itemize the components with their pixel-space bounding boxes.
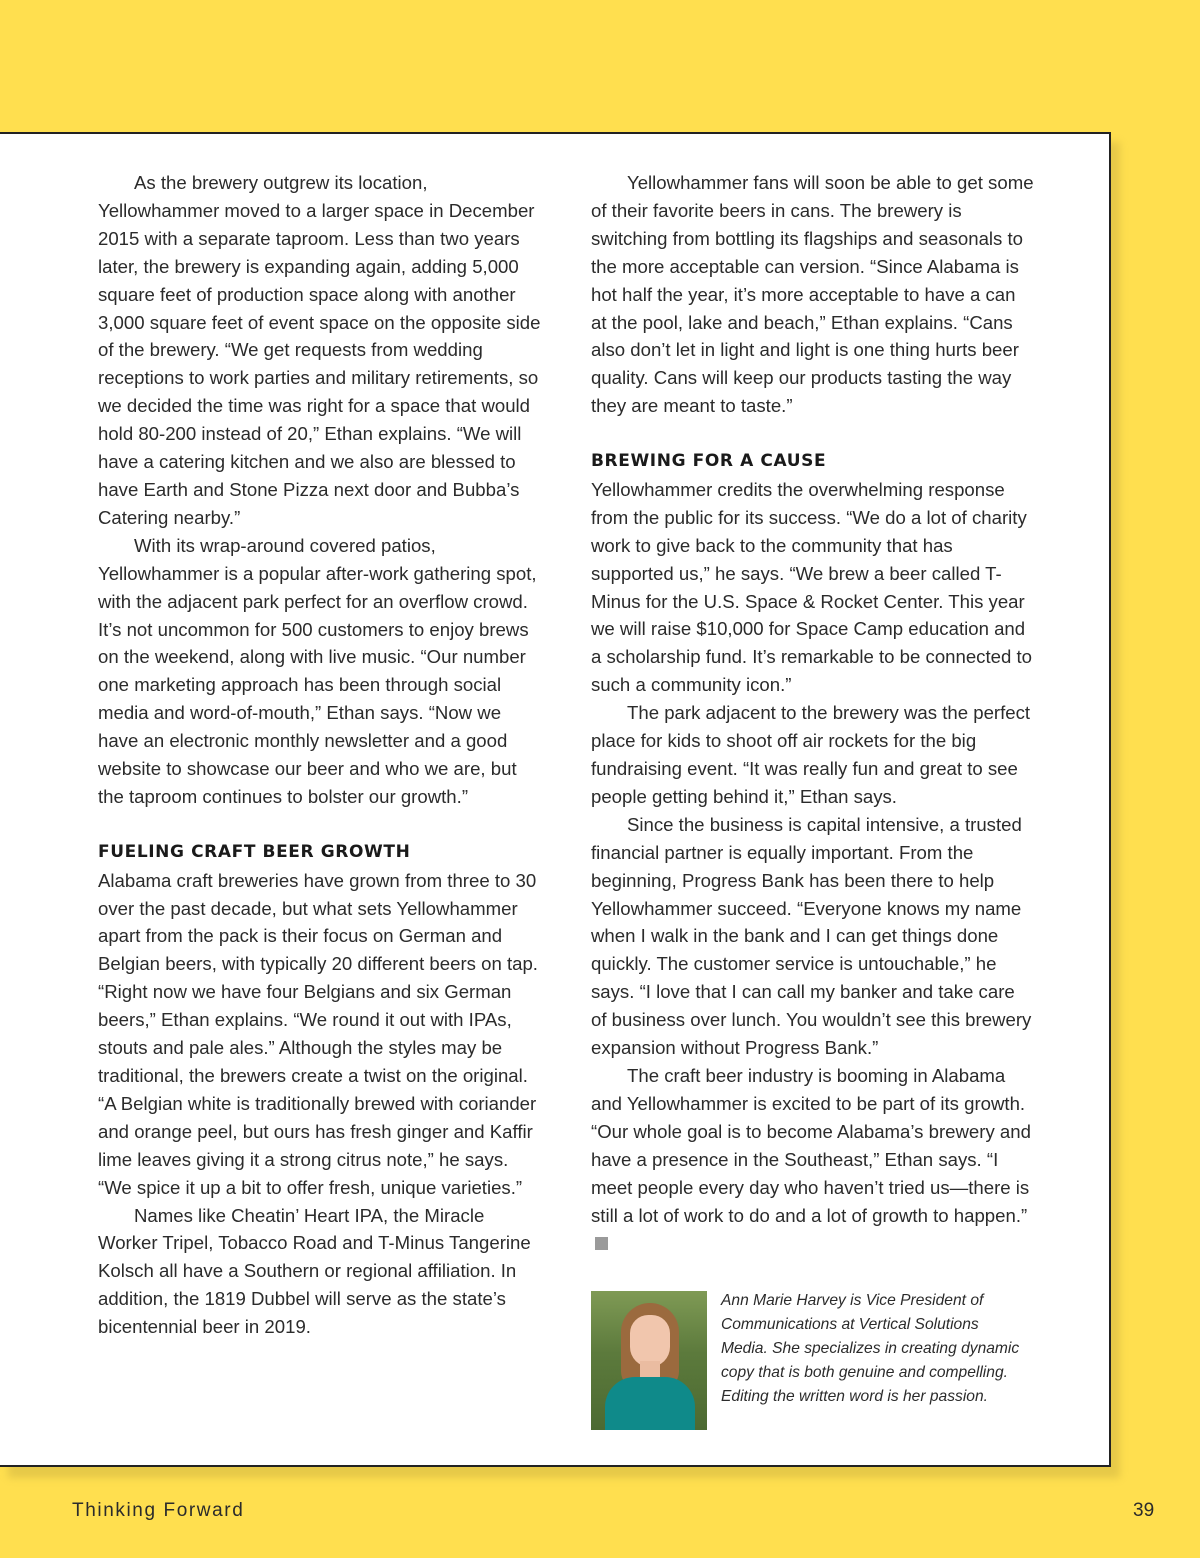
paragraph-text: Alabama craft breweries have grown from three to 30 over the past decade, but what sets Yellowhammer apart from the pack is their focus on German and Belgian beers, with typically 20 different beers on tap. “Right now we have four Belgians and six German beers,” Ethan explains. “We round it out with IPAs, stouts and pale ales.” Although the styles may be traditional, the brewers create a twist on the original. “A Belgian white is traditionally brewed with coriander and orange peel, but ours has fresh ginger and Kaffir lime leaves giving it a strong citrus note,” he says. “We spice it up a bit to offer fresh, unique varieties.”: [98, 869, 538, 1198]
paragraph-text: The craft beer industry is booming in Alabama and Yellowhammer is excited to be part of its growth. “Our whole goal is to become Alabama’s brewery and have a presence in the Southeast,” Ethan says. “I meet people every day who haven’t tried us—there is still a lot of work to do and a lot of growth to happen.”: [591, 1064, 1031, 1226]
article-paragraph: [591, 811, 1035, 1062]
section-heading-text: BREWING FOR A CAUSE: [591, 451, 827, 472]
paragraph-text: Yellowhammer credits the overwhelming response from the public for its success. “We do a lot of charity work to give back to the community that has supported us,” he says. “We brew a beer called T-Minus for the U.S. Space & Rocket Center. This year we will raise $10,000 for Space Camp education and a scholarship fund. It’s remarkable to be connected to such a community icon.”: [591, 478, 1033, 696]
author-bio: [591, 1289, 1041, 1434]
end-of-article-mark: [595, 1237, 608, 1250]
article-paragraph: [591, 169, 1035, 420]
footer-page-number: 39: [1133, 1500, 1155, 1521]
paragraph-text: Yellowhammer fans will soon be able to get some of their favorite beers in cans. The brewery is switching from bottling its flagships and seasonals to the more acceptable can version. “Since Alabama is hot half the year, it’s more acceptable to have a can at the pool, lake and beach,” Ethan explains. “Cans also don’t let in light and light is one thing hurts beer quality. Cans will keep our products tasting the way they are meant to taste.”: [591, 172, 1034, 417]
paragraph-text: The park adjacent to the brewery was the perfect place for kids to shoot off air rockets for the big fundraising event. “It was really fun and great to see people getting behind it,” Ethan says.: [591, 702, 1031, 807]
section-heading: [98, 839, 544, 867]
paragraph-text: With its wrap-around covered patios, Yellowhammer is a popular after-work gathering spot, with the adjacent park perfect for an overflow crowd. It’s not uncommon for 500 customers to enjoy brews on the weekend, along with live music. “Our number one marketing approach has been through social media and word-of-mouth,” Ethan says. “Now we have an electronic monthly newsletter and a good website to showcase our beer and who we are, but the taproom continues to bolster our growth.”: [98, 534, 537, 807]
right-column: [591, 169, 1035, 1257]
article-paragraph: [591, 1062, 1035, 1257]
article-page: [0, 132, 1111, 1467]
article-paragraph: [591, 476, 1035, 699]
paragraph-text: Since the business is capital intensive, a trusted financial partner is equally important. From the beginning, Progress Bank has been there to help Yellowhammer succeed. “Everyone knows my name when I walk in the bank and I can get things done quickly. The customer service is untouchable,” he says. “I love that I can call my banker and take care of business over lunch. You wouldn’t see this brewery expansion without Progress Bank.”: [591, 813, 1032, 1059]
section-heading-text: FUELING CRAFT BEER GROWTH: [98, 841, 411, 862]
author-bio-text: Ann Marie Harvey is Vice President of Communications at Vertical Solutions Media. She specializes in creating dynamic copy that is both genuine and compelling. Editing the written word is her passion.: [721, 1292, 1020, 1405]
article-paragraph: [98, 1202, 544, 1342]
left-column: [98, 169, 544, 1341]
article-paragraph: [98, 532, 544, 811]
section-heading: [591, 448, 1035, 476]
paragraph-text: As the brewery outgrew its location, Yellowhammer moved to a larger space in December 2015 with a separate taproom. Less than two years later, the brewery is expanding again, adding 5,000 square feet of production space along with another 3,000 square feet of event space on the opposite side of the brewery. “We get requests from wedding receptions to work parties and military retirements, so we decided the time was right for a space that would hold 80-200 instead of 20,” Ethan explains. “We will have a catering kitchen and we also are blessed to have Earth and Stone Pizza next door and Bubba’s Catering nearby.”: [98, 172, 541, 528]
article-paragraph: [98, 867, 544, 1202]
footer-publication: Thinking Forward: [72, 1500, 245, 1521]
article-paragraph: [591, 699, 1035, 811]
author-photo: [591, 1291, 707, 1430]
article-paragraph: [98, 169, 544, 532]
paragraph-text: Names like Cheatin’ Heart IPA, the Miracle Worker Tripel, Tobacco Road and T-Minus Tangerine Kolsch all have a Southern or regional affiliation. In addition, the 1819 Dubbel will serve as the state’s bicentennial beer in 2019.: [98, 1204, 531, 1338]
